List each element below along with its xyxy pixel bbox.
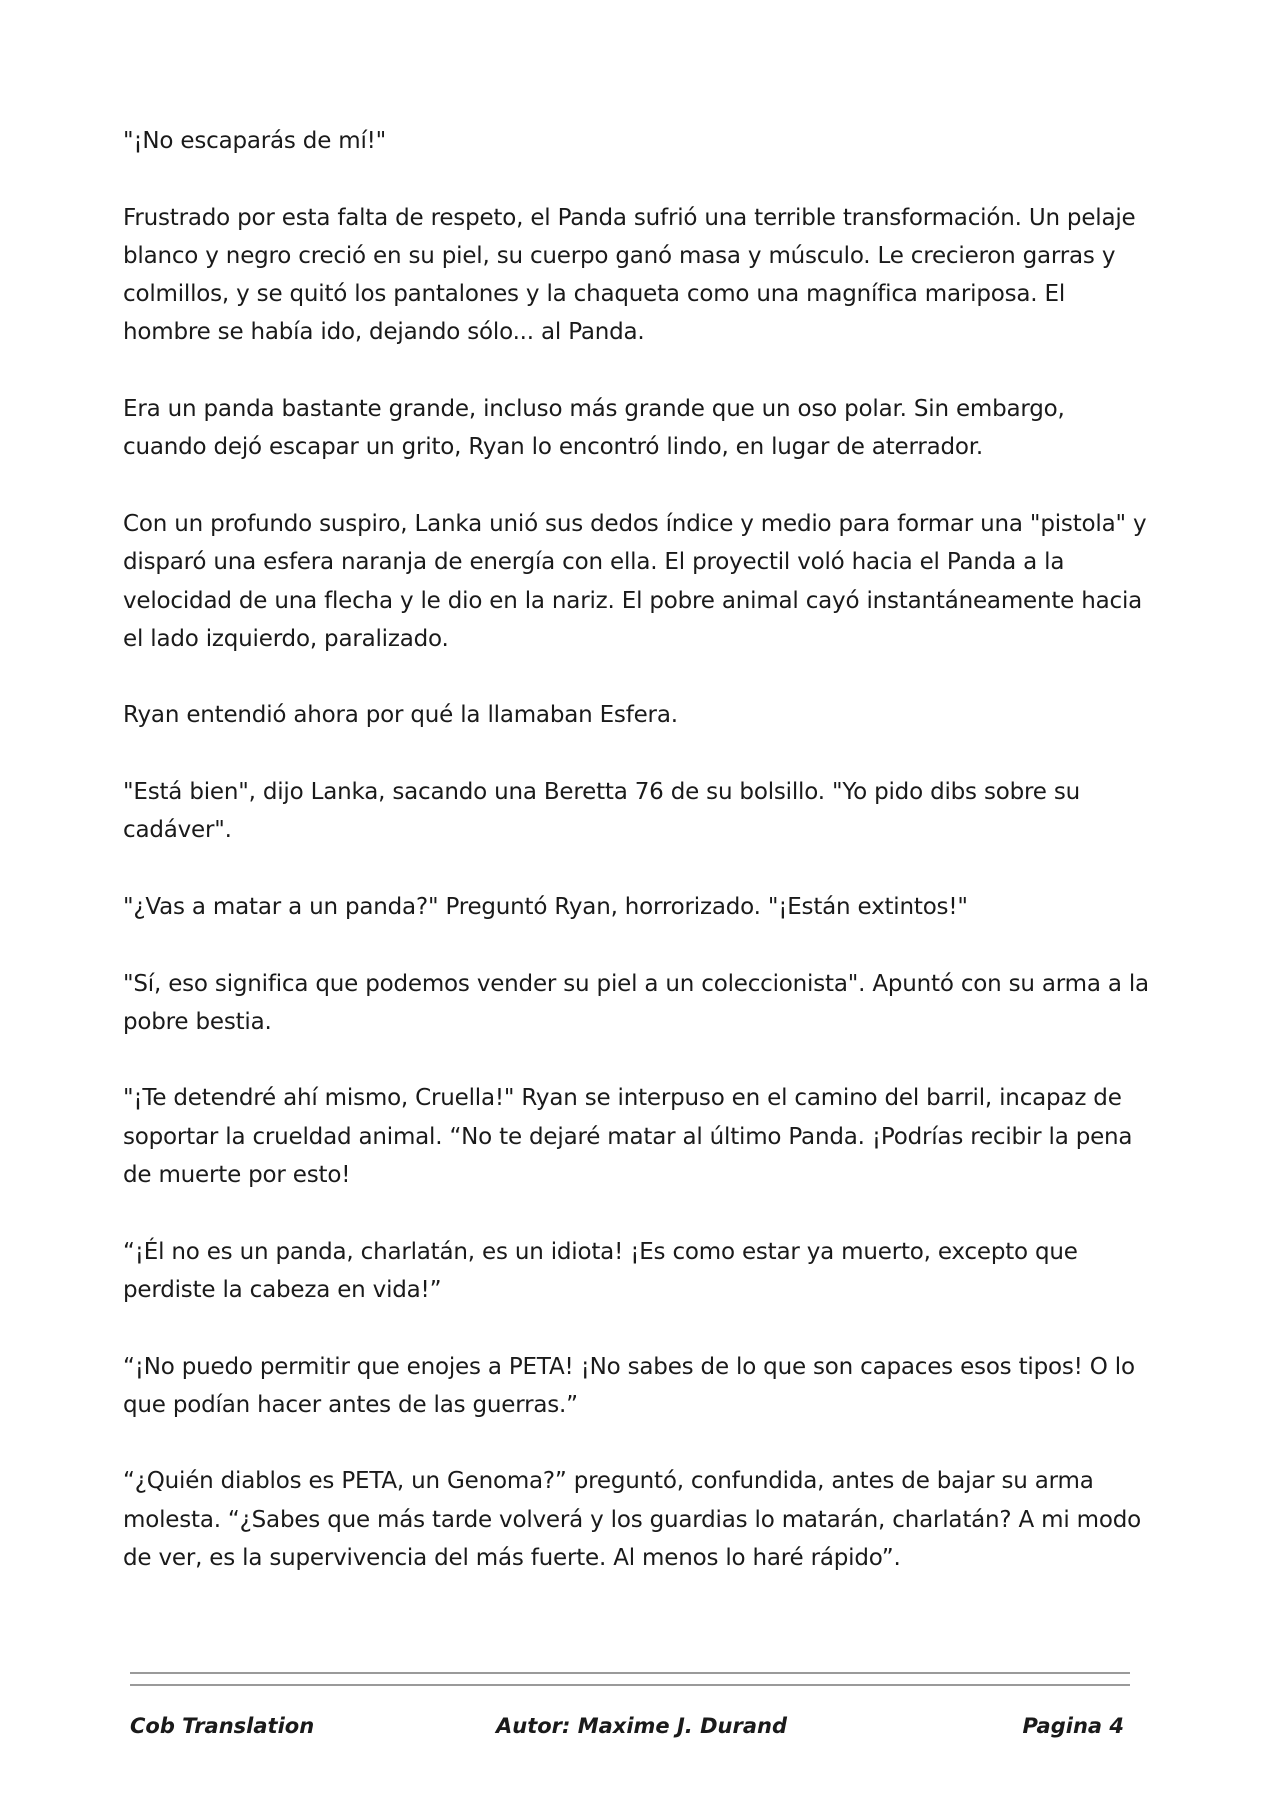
- paragraph: Con un profundo suspiro, Lanka unió sus dedos índice y medio para formar una "pistola" y disparó una esfera naranja de energía con ella. El proyectil voló hacia el Panda a la velocidad de una flecha y le dio en la nariz. El pobre animal cayó instantáneamente hacia el lado izquierdo, paralizado.: [123, 510, 1147, 652]
- footer-translator: Cob Translation: [130, 1714, 315, 1738]
- page-footer: [130, 1714, 1130, 1746]
- paragraph: “¡Él no es un panda, charlatán, es un idiota! ¡Es como estar ya muerto, excepto que perdiste la cabeza en vida!”: [123, 1238, 1078, 1303]
- paragraph: “¿Quién diablos es PETA, un Genoma?” preguntó, confundida, antes de bajar su arma molesta. “¿Sabes que más tarde volverá y los guardias lo matarán, charlatán? A mi modo de ver, es la supervivencia del más fuerte. Al menos lo haré rápido”.: [123, 1468, 1142, 1571]
- footer-author: Autor: Maxime J. Durand: [496, 1714, 787, 1738]
- paragraph: "¿Vas a matar a un panda?" Preguntó Ryan, horrorizado. "¡Están extintos!": [123, 893, 968, 920]
- footer-divider-bottom: [130, 1684, 1130, 1686]
- paragraph: “¡No puedo permitir que enojes a PETA! ¡No sabes de lo que son capaces esos tipos! O lo que podían hacer antes de las guerras.”: [123, 1353, 1135, 1418]
- paragraph: Ryan entendió ahora por qué la llamaban Esfera.: [123, 702, 678, 729]
- footer-divider-top: [130, 1672, 1130, 1674]
- paragraph: "Está bien", dijo Lanka, sacando una Beretta 76 de su bolsillo. "Yo pido dibs sobre su cadáver".: [123, 779, 1080, 844]
- paragraph: "¡Te detendré ahí mismo, Cruella!" Ryan se interpuso en el camino del barril, incapaz de soportar la crueldad animal. “No te dejaré matar al último Panda. ¡Podrías recibir la pena de muerte por esto!: [123, 1085, 1133, 1189]
- page-body: [123, 122, 1153, 1616]
- footer-page-number: Pagina 4: [1022, 1714, 1124, 1738]
- paragraph: "¡No escaparás de mí!": [123, 128, 387, 154]
- paragraph: Frustrado por esta falta de respeto, el Panda sufrió una terrible transformación. Un pelaje blanco y negro creció en su piel, su cuerpo ganó masa y músculo. Le crecieron garras y colmillos, y se quitó los pantalones y la chaqueta como una magnífica mariposa. El hombre se había ido, dejando sólo... al Panda.: [123, 204, 1136, 346]
- paragraph: Era un panda bastante grande, incluso más grande que un oso polar. Sin embargo, cuando dejó escapar un grito, Ryan lo encontró lindo, en lugar de aterrador.: [123, 396, 1065, 461]
- paragraph: "Sí, eso significa que podemos vender su piel a un coleccionista". Apuntó con su arma a la pobre bestia.: [123, 970, 1149, 1035]
